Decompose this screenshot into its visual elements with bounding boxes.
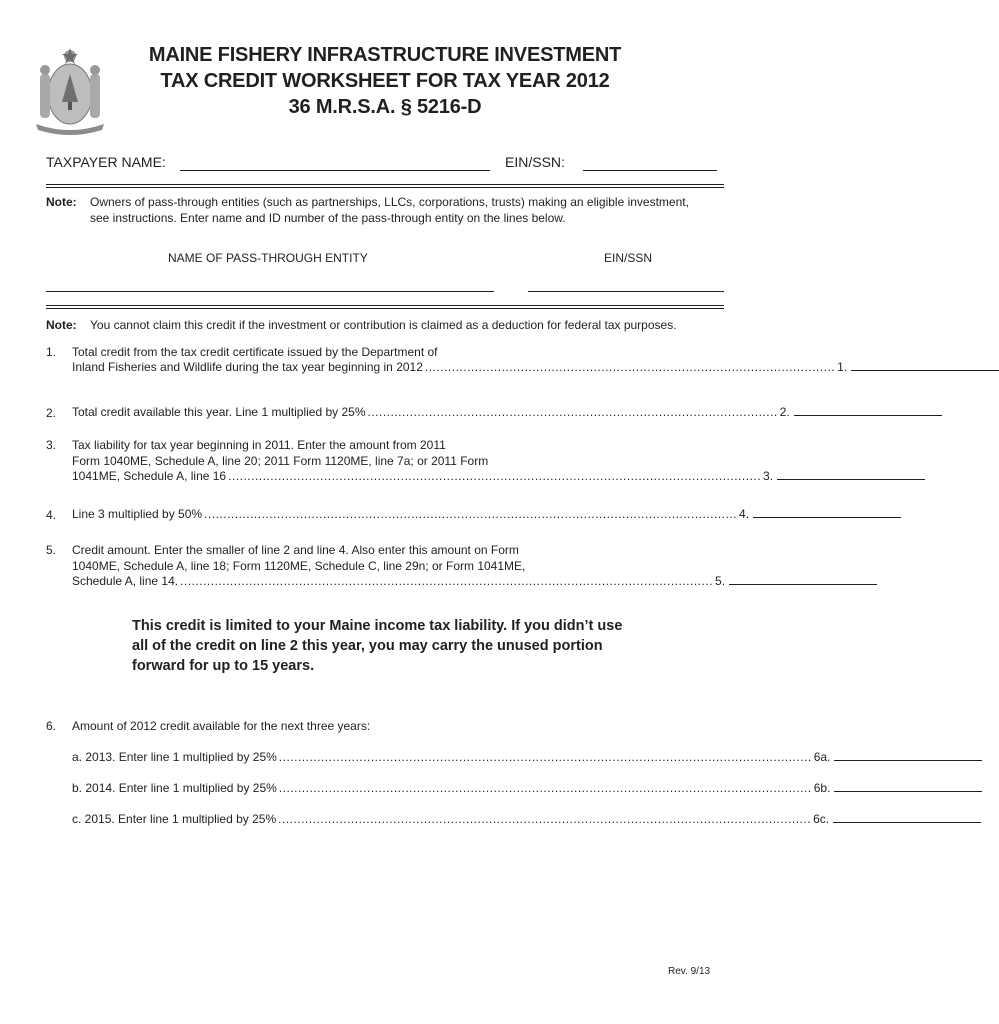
line1-text-a: Total credit from the tax credit certificate issued by the Department of	[72, 345, 438, 359]
line3-text-a: Tax liability for tax year beginning in 2011. Enter the amount from 2011	[72, 438, 446, 452]
line3-number: 3.	[46, 438, 57, 452]
entity-name-header: NAME OF PASS-THROUGH ENTITY	[168, 251, 368, 265]
line6c-text: c. 2015. Enter line 1 multiplied by 25%	[72, 812, 277, 826]
line6-number: 6.	[46, 719, 57, 733]
note1-label: Note:	[46, 195, 77, 209]
line6b-text: b. 2014. Enter line 1 multiplied by 25%	[72, 781, 277, 795]
line6a-ref: 6a.	[813, 750, 831, 764]
line6c-leader: ...........................................................................................................................................	[278, 812, 812, 826]
line6b-amount-field[interactable]	[834, 781, 982, 792]
line2-leader: ...........................................................................................................	[367, 405, 778, 419]
line4-number: 4.	[46, 508, 57, 522]
entity-ein-header: EIN/SSN	[604, 251, 653, 265]
limit-note-line1: This credit is limited to your Maine income tax liability. If you didn’t use	[132, 618, 623, 634]
line1-ref: 1.	[837, 360, 848, 374]
line6a-text: a. 2013. Enter line 1 multiplied by 25%	[72, 750, 277, 764]
line6c-ref: 6c.	[813, 812, 830, 826]
line6a-row	[72, 750, 831, 764]
line1-row	[72, 360, 848, 374]
line3-amount-field[interactable]	[777, 469, 925, 480]
line5-amount-field[interactable]	[729, 574, 877, 585]
line4-row	[72, 507, 750, 521]
maine-state-seal-icon	[30, 44, 110, 138]
line4-leader: ...........................................................................................................................................	[204, 507, 738, 521]
note1-line1: Owners of pass-through entities (such as partnerships, LLCs, corporations, trusts) making an eligible investment,	[90, 195, 689, 209]
line5-text-b: 1040ME, Schedule A, line 18; Form 1120ME, Schedule C, line 29n; or Form 1041ME,	[72, 559, 526, 573]
entity-name-field[interactable]	[46, 291, 494, 292]
line2-text: Total credit available this year. Line 1 multiplied by 25%	[72, 405, 366, 419]
line3-text-c: 1041ME, Schedule A, line 16	[72, 469, 227, 483]
line6c-row	[72, 812, 830, 826]
line6b-leader: ...........................................................................................................................................	[278, 781, 812, 795]
line2-amount-field[interactable]	[794, 405, 942, 416]
form-title-line3: 36 M.R.S.A. § 5216-D	[288, 96, 482, 118]
line5-row	[72, 574, 726, 588]
revision-label: Rev. 9/13	[668, 966, 711, 977]
line1-amount-field[interactable]	[851, 360, 999, 371]
line4-ref: 4.	[739, 507, 750, 521]
line5-ref: 5.	[715, 574, 726, 588]
line5-text-a: Credit amount. Enter the smaller of line 2 and line 4. Also enter this amount on Form	[72, 543, 519, 557]
line6b-row	[72, 781, 831, 795]
line5-text-c: Schedule A, line 14.	[72, 574, 179, 588]
line6-text: Amount of 2012 credit available for the next three years:	[72, 719, 371, 733]
line6b-ref: 6b.	[813, 781, 831, 795]
line5-number: 5.	[46, 543, 57, 557]
line5-leader: ...........................................................................................................................................	[180, 574, 714, 588]
taxpayer-name-label: TAXPAYER NAME:	[46, 154, 166, 170]
line3-ref: 3.	[763, 469, 774, 483]
note2-label: Note:	[46, 318, 77, 332]
line6c-amount-field[interactable]	[833, 812, 981, 823]
line2-number: 2.	[46, 406, 57, 420]
form-title-line1: MAINE FISHERY INFRASTRUCTURE INVESTMENT	[148, 44, 622, 66]
taxpayer-ein-field[interactable]	[583, 170, 717, 171]
limit-note-line3: forward for up to 15 years.	[132, 658, 315, 674]
section-divider	[46, 305, 724, 309]
line3-text-b: Form 1040ME, Schedule A, line 20; 2011 Form 1120ME, line 7a; or 2011 Form	[72, 454, 489, 468]
note2-text: You cannot claim this credit if the investment or contribution is claimed as a deduction for federal tax purposes.	[90, 318, 677, 332]
line4-amount-field[interactable]	[753, 507, 901, 518]
line3-row	[72, 469, 774, 483]
limit-note-line2: all of the credit on line 2 this year, you may carry the unused portion	[132, 638, 603, 654]
line3-leader: ...........................................................................................................................................	[228, 469, 762, 483]
line4-text: Line 3 multiplied by 50%	[72, 507, 203, 521]
line6a-amount-field[interactable]	[834, 750, 982, 761]
form-title-line2: TAX CREDIT WORKSHEET FOR TAX YEAR 2012	[160, 70, 610, 92]
line1-text-b: Inland Fisheries and Wildlife during the tax year beginning in 2012	[72, 360, 423, 374]
entity-ein-field[interactable]	[528, 291, 724, 292]
section-divider	[46, 184, 724, 188]
line2-ref: 2.	[779, 405, 790, 419]
line1-leader: ...........................................................................................................	[424, 360, 836, 374]
taxpayer-ein-label: EIN/SSN:	[505, 154, 565, 170]
taxpayer-name-field[interactable]	[180, 170, 490, 171]
line1-number: 1.	[46, 345, 57, 359]
line2-row	[72, 405, 790, 419]
note1-line2: see instructions. Enter name and ID number of the pass-through entity on the lines below.	[90, 211, 566, 225]
line6a-leader: ...........................................................................................................................................	[278, 750, 812, 764]
